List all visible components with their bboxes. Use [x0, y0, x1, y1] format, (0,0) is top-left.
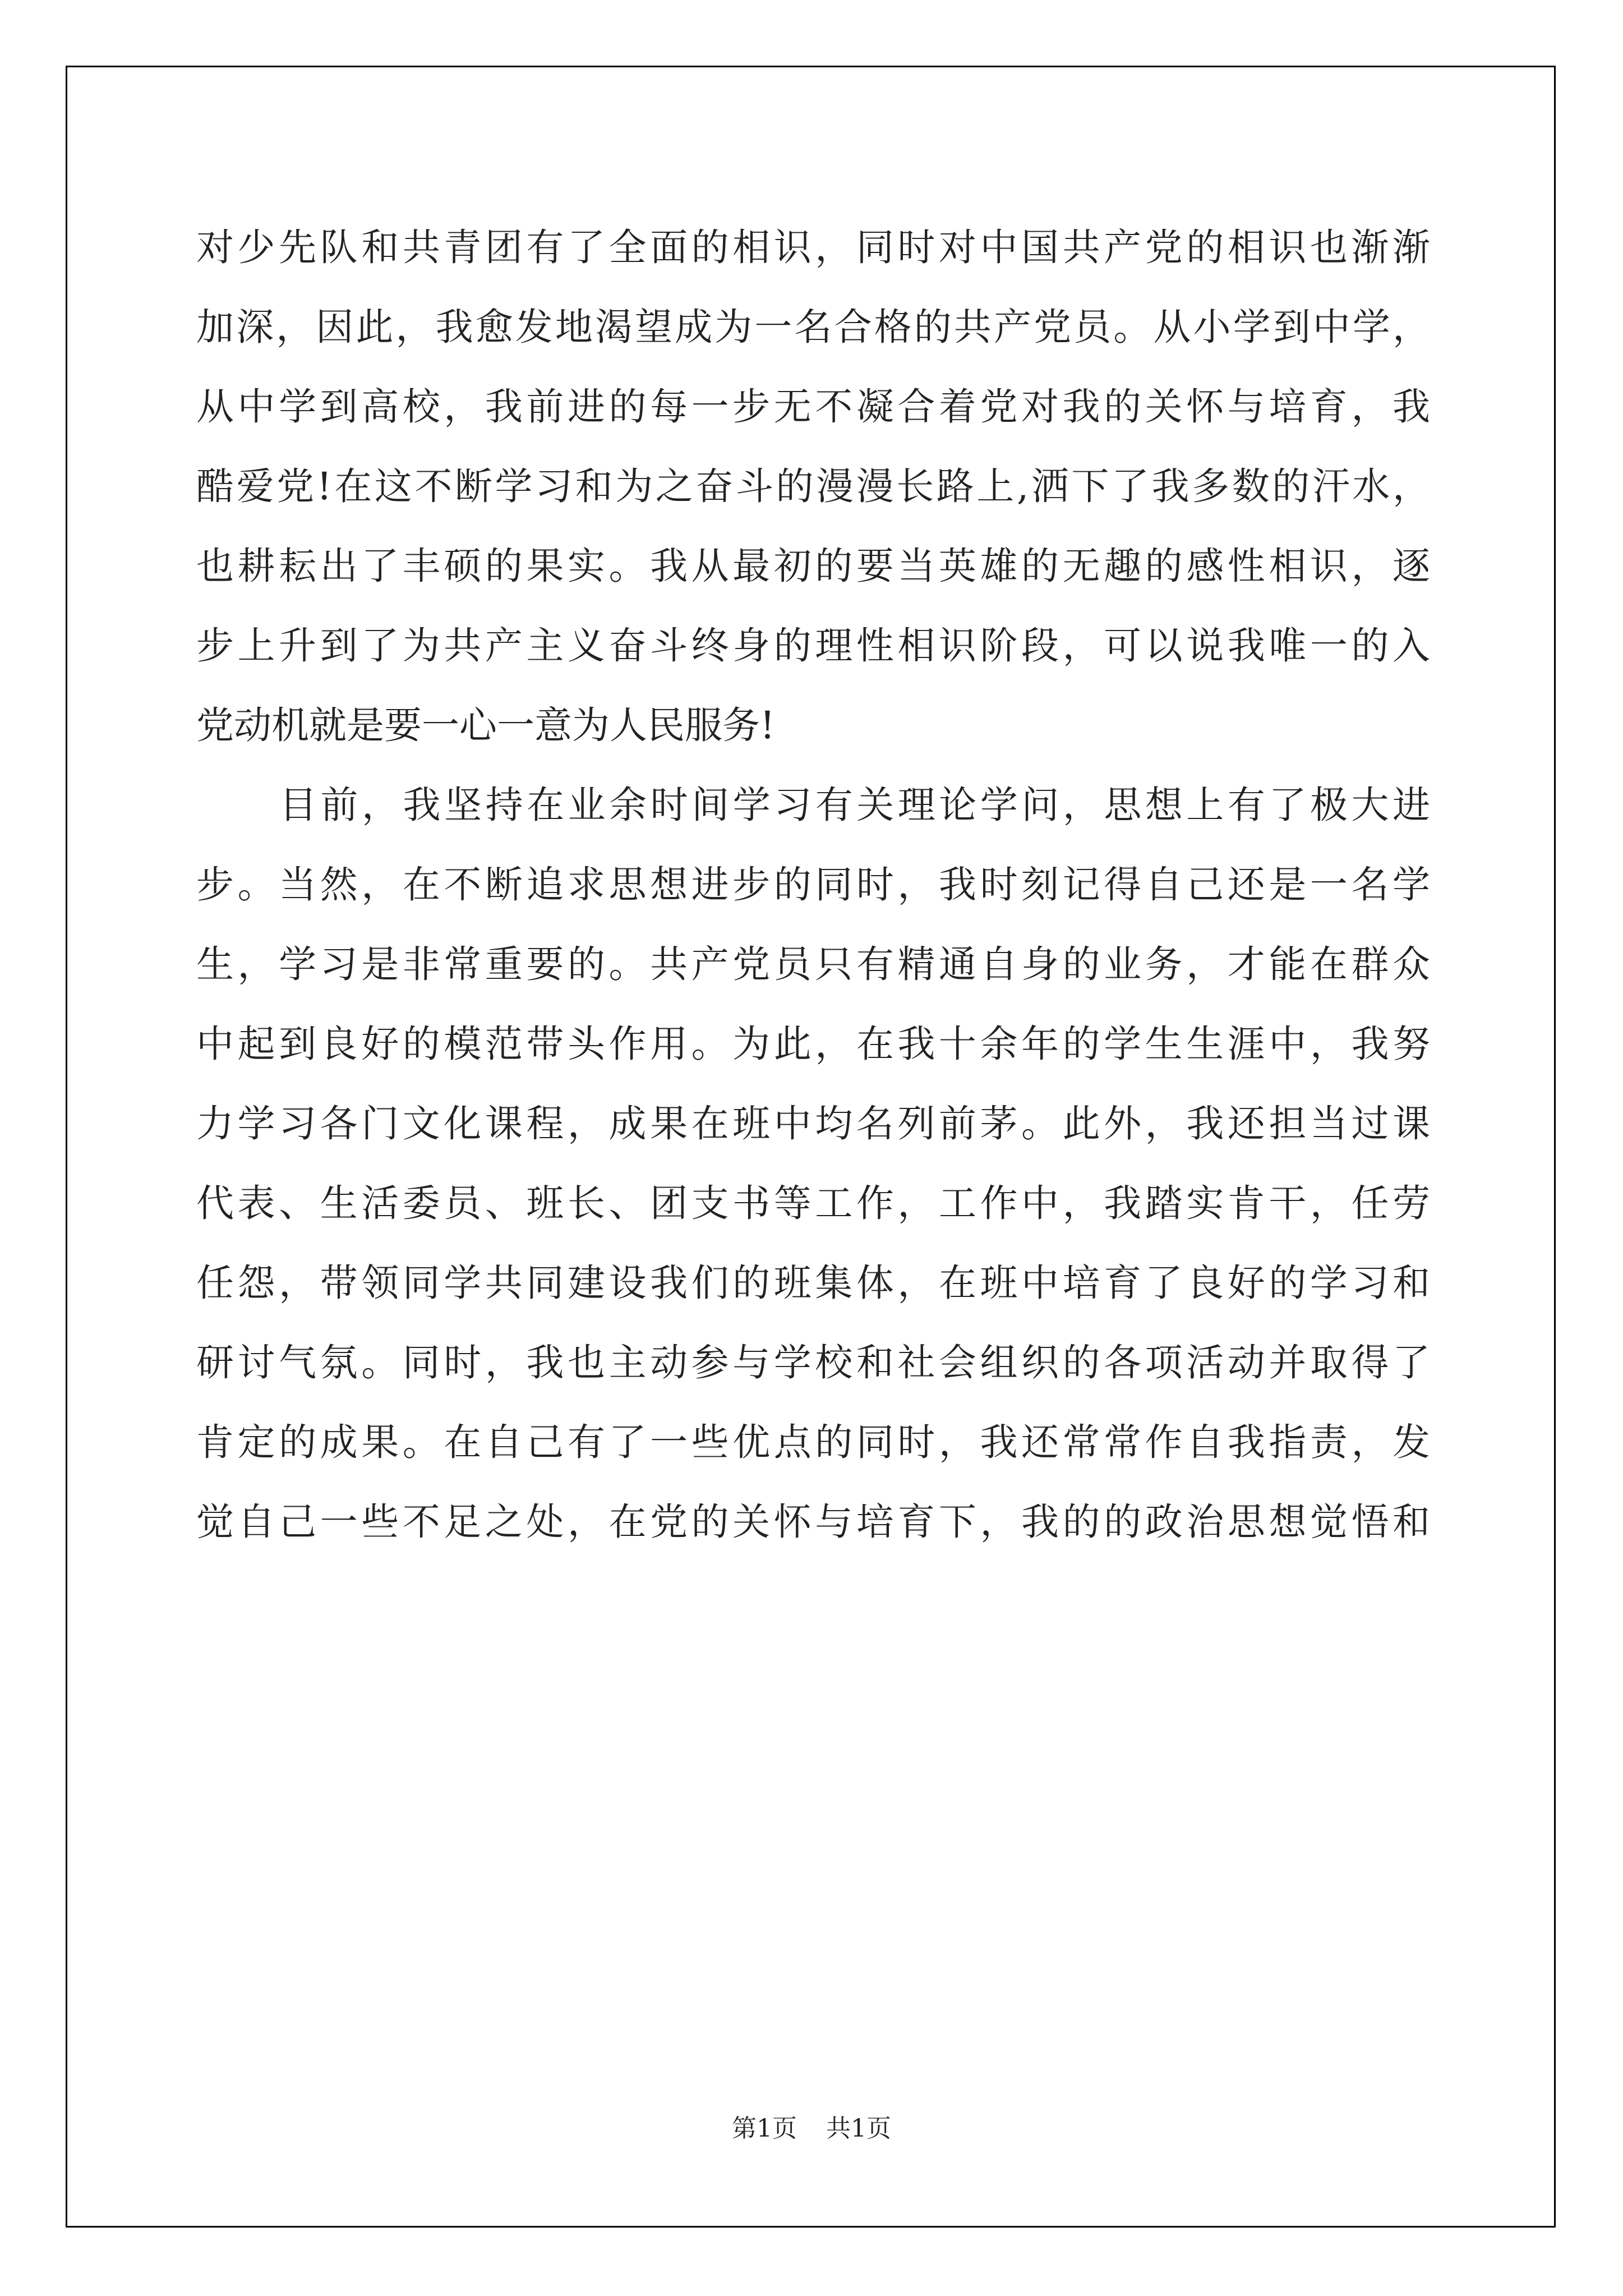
page-footer: [0, 2108, 1623, 2144]
text-line: 酷爱党!在这不断学习和为之奋斗的漫漫长路上,洒下了我多数的汗水，: [196, 464, 1430, 508]
page-total: 共1页: [826, 2114, 891, 2143]
text-line: 对少先队和共青团有了全面的相识，同时对中国共产党的相识也渐渐: [196, 226, 1430, 269]
text-line: 从中学到高校，我前进的每一步无不凝合着党对我的关怀与培育，我: [196, 385, 1430, 429]
text-line: 加深，因此，我愈发地渴望成为一名合格的共产党员。从小学到中学，: [196, 305, 1430, 349]
page-number: 第1页: [732, 2114, 797, 2143]
text-line: 中起到良好的模范带头作用。为此，在我十余年的学生生涯中，我努: [196, 1022, 1430, 1066]
text-line: 也耕耘出了丰硕的果实。我从最初的要当英雄的无趣的感性相识，逐: [196, 544, 1430, 588]
text-line: 生，学习是非常重要的。共产党员只有精通自身的业务，才能在群众: [196, 942, 1430, 986]
text-line: 肯定的成果。在自己有了一些优点的同时，我还常常作自我指责，发: [196, 1420, 1430, 1464]
text-line: 代表、生活委员、班长、团支书等工作，工作中，我踏实肯干，任劳: [196, 1181, 1430, 1225]
text-line: 党动机就是要一心一意为人民服务!: [196, 703, 775, 747]
text-line: 觉自己一些不足之处，在党的关怀与培育下，我的的政治思想觉悟和: [196, 1500, 1430, 1544]
text-line: 力学习各门文化课程，成果在班中均名列前茅。此外，我还担当过课: [196, 1102, 1430, 1145]
text-line: 步。当然，在不断追求思想进步的同时，我时刻记得自己还是一名学: [196, 863, 1430, 907]
document-body: [196, 208, 1430, 1562]
text-line: 步上升到了为共产主义奋斗终身的理性相识阶段，可以说我唯一的入: [196, 624, 1430, 668]
text-line: 研讨气氛。同时，我也主动参与学校和社会组织的各项活动并取得了: [196, 1341, 1430, 1384]
paragraph-first-line: 目前，我坚持在业余时间学习有关理论学问，思想上有了极大进: [279, 783, 1430, 827]
text-line: 任怨，带领同学共同建设我们的班集体，在班中培育了良好的学习和: [196, 1261, 1430, 1305]
